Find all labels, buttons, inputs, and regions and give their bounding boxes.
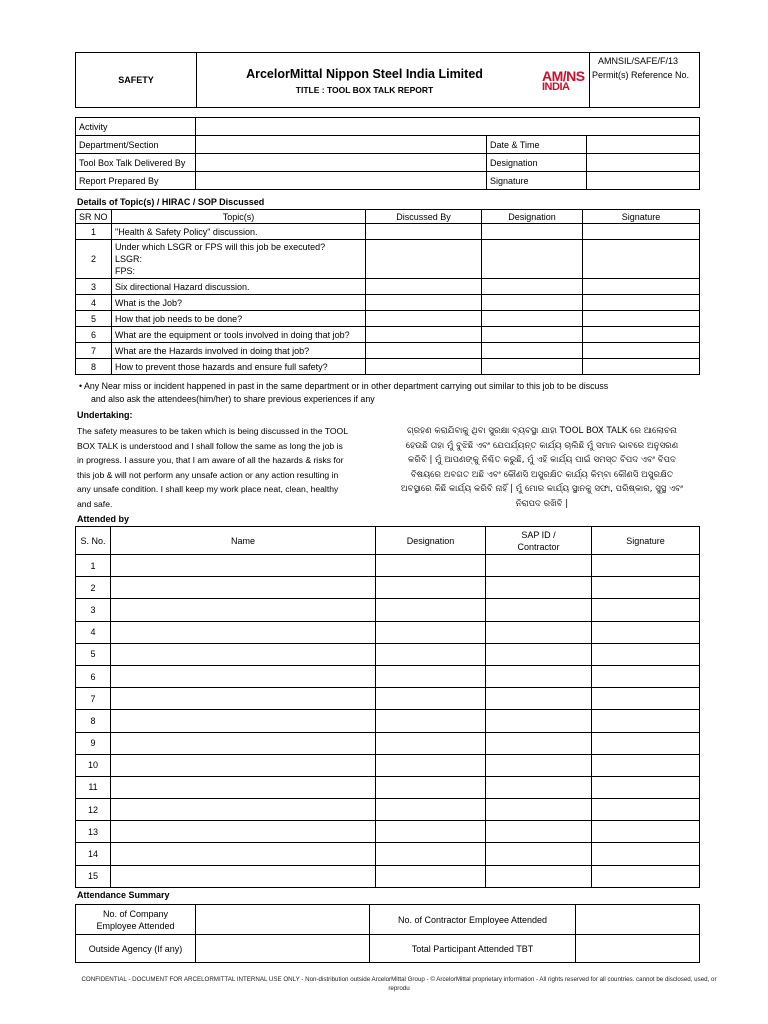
attendee-name-cell[interactable] — [111, 688, 376, 710]
topics-col-topic: Topic(s) — [112, 210, 366, 224]
undertaking-odia-line: ଗ୍ରହଣ କରାଯିବାକୁ ଥିବା ସୁରକ୍ଷା ବ୍ୟବସ୍ଥା ଯାହା TOOL BOX TALK ରେ ଆଲୋଚନା — [406, 426, 677, 436]
topic-discussed-by-cell[interactable] — [366, 240, 482, 279]
attendee-designation-cell[interactable] — [376, 843, 486, 865]
topic-discussed-by-cell[interactable] — [366, 224, 482, 240]
topic-row-no: 3 — [76, 279, 112, 295]
attendance-col-sap-line-2: Contractor — [517, 541, 560, 552]
attendee-signature-cell[interactable] — [592, 621, 700, 643]
attendee-sap-cell[interactable] — [486, 799, 592, 821]
header-ref-cell — [590, 53, 700, 108]
attendee-sap-cell[interactable] — [486, 555, 592, 577]
attendee-sap-cell[interactable] — [486, 754, 592, 776]
topic-row-text: Under which LSGR or FPS will this job be executed? — [115, 242, 326, 252]
outside-agency-label: Outside Agency (If any) — [76, 935, 196, 963]
topic-discussed-by-cell[interactable] — [366, 343, 482, 359]
total-participants-label: Total Participant Attended TBT — [370, 935, 576, 963]
attendance-row — [76, 843, 700, 865]
attendee-signature-cell[interactable] — [592, 754, 700, 776]
attendance-row — [76, 821, 700, 843]
attendee-designation-cell[interactable] — [376, 821, 486, 843]
topic-designation-cell[interactable] — [482, 327, 583, 343]
undertaking-odia-line: କରିବି | ମୁଁ ଆପଣଙ୍କୁ ନିଶ୍ଚିତ କରୁଛି, ମୁଁ ଏହି କାର୍ଯ୍ୟ ପାଇଁ ସମସ୍ତ ବିପଦ ଏବଂ ବିପଦ — [408, 455, 676, 466]
topic-row-text: What are the equipment or tools involved in doing that job? — [112, 327, 366, 343]
attendee-sap-cell[interactable] — [486, 776, 592, 798]
attendee-designation-cell[interactable] — [376, 754, 486, 776]
delivered-by-value[interactable] — [196, 154, 487, 172]
attendee-signature-cell[interactable] — [592, 710, 700, 732]
attendee-name-cell[interactable] — [111, 799, 376, 821]
attendee-sap-cell[interactable] — [486, 710, 592, 732]
undertaking-heading: Undertaking: — [77, 410, 133, 420]
attendance-row-number: 9 — [76, 732, 111, 754]
logo-line-2: INDIA — [542, 81, 570, 93]
topic-row-text: "Health & Safety Policy" discussion. — [112, 224, 366, 240]
designation-value[interactable] — [587, 154, 700, 172]
topic-signature-cell[interactable] — [583, 279, 700, 295]
topic-discussed-by-cell[interactable] — [366, 279, 482, 295]
department-value[interactable] — [196, 136, 487, 154]
undertaking-odia-line: ବିଷୟରେ ଅବଗତ ଅଛି ଏବଂ କୌଣସି ଅସୁରକ୍ଷିତ କାର୍ଯ୍ୟ କିମ୍ବା କୌଣସି ଅସୁରକ୍ଷିତ — [410, 469, 674, 480]
topic-signature-cell[interactable] — [583, 224, 700, 240]
attendee-name-cell[interactable] — [111, 577, 376, 599]
attendee-signature-cell[interactable] — [592, 643, 700, 665]
attendee-signature-cell[interactable] — [592, 865, 700, 887]
total-participants-value[interactable] — [576, 935, 700, 963]
attendance-row-number: 5 — [76, 643, 111, 665]
attendee-signature-cell[interactable] — [592, 732, 700, 754]
topic-row-no: 5 — [76, 311, 112, 327]
attendee-name-cell[interactable] — [111, 665, 376, 687]
attendance-row-number: 12 — [76, 799, 111, 821]
attendance-row-number: 6 — [76, 665, 111, 687]
topic-signature-cell[interactable] — [583, 343, 700, 359]
prepared-by-value[interactable] — [196, 172, 487, 190]
attendance-row-number: 2 — [76, 577, 111, 599]
undertaking-english — [77, 424, 382, 512]
attendee-name-cell[interactable] — [111, 555, 376, 577]
attendance-row — [76, 688, 700, 710]
topic-row-no: 7 — [76, 343, 112, 359]
topic-designation-cell[interactable] — [482, 224, 583, 240]
topic-row-no: 8 — [76, 359, 112, 375]
attendee-sap-cell[interactable] — [486, 643, 592, 665]
contractor-employees-value[interactable] — [576, 905, 700, 935]
topic-row-no: 4 — [76, 295, 112, 311]
attendance-row — [76, 621, 700, 643]
attendance-col-signature: Signature — [592, 527, 700, 555]
attendee-signature-cell[interactable] — [592, 799, 700, 821]
attendee-name-cell[interactable] — [111, 865, 376, 887]
attendance-row — [76, 754, 700, 776]
designation-label: Designation — [487, 154, 587, 172]
attendance-row — [76, 776, 700, 798]
undertaking-english-line: and safe. — [77, 498, 113, 509]
attendee-designation-cell[interactable] — [376, 665, 486, 687]
attendee-sap-cell[interactable] — [486, 821, 592, 843]
topic-signature-cell[interactable] — [583, 311, 700, 327]
company-employees-label-1: No. of Company — [102, 908, 169, 919]
topic-signature-cell[interactable] — [583, 359, 700, 375]
topics-heading: Details of Topic(s) / HIRAC / SOP Discussed — [77, 197, 265, 207]
undertaking-english-line: The safety measures to be taken which is being discussed in the TOOL — [77, 426, 349, 436]
undertaking-english-line: this job & will not perform any unsafe action or any action resulting in — [77, 469, 339, 480]
attendee-sap-cell[interactable] — [486, 843, 592, 865]
prepared-by-label: Report Prepared By — [76, 172, 196, 190]
topic-signature-cell[interactable] — [583, 240, 700, 279]
topic-row-text: What is the Job? — [112, 295, 366, 311]
attendee-designation-cell[interactable] — [376, 710, 486, 732]
topic-row-no: 6 — [76, 327, 112, 343]
department-label: Department/Section — [76, 136, 196, 154]
attended-heading: Attended by — [77, 514, 130, 524]
topic-row-no: 1 — [76, 224, 112, 240]
date-time-label: Date & Time — [487, 136, 587, 154]
delivered-by-label: Tool Box Talk Delivered By — [76, 154, 196, 172]
attendee-designation-cell[interactable] — [376, 643, 486, 665]
attendee-designation-cell[interactable] — [376, 688, 486, 710]
attendee-designation-cell[interactable] — [376, 732, 486, 754]
attendee-signature-cell[interactable] — [592, 599, 700, 621]
topic-discussed-by-cell[interactable] — [366, 327, 482, 343]
date-time-value[interactable] — [587, 136, 700, 154]
attendance-row — [76, 599, 700, 621]
amns-logo — [542, 70, 585, 93]
attendee-designation-cell[interactable] — [376, 799, 486, 821]
topic-designation-cell[interactable] — [482, 295, 583, 311]
attendance-row — [76, 555, 700, 577]
summary-table — [75, 904, 700, 963]
header-section-cell — [76, 53, 197, 108]
attendee-sap-cell[interactable] — [486, 665, 592, 687]
attendee-signature-cell[interactable] — [592, 555, 700, 577]
near-miss-note-line-1: • Any Near miss or incident happened in past in the same department or in other department carrying out similar to this job to be discuss — [79, 381, 609, 391]
activity-label: Activity — [76, 118, 196, 136]
topic-row-text: How that job needs to be done? — [112, 311, 366, 327]
attendee-designation-cell[interactable] — [376, 577, 486, 599]
attendee-sap-cell[interactable] — [486, 732, 592, 754]
near-miss-note-line-2: and also ask the attendees(him/her) to share previous experiences if any — [91, 394, 375, 404]
topic-signature-cell[interactable] — [583, 295, 700, 311]
company-employees-label — [76, 905, 196, 935]
activity-value[interactable] — [196, 118, 700, 136]
attendee-name-cell[interactable] — [111, 754, 376, 776]
header-table — [75, 52, 700, 108]
attendance-col-sno: S. No. — [76, 527, 111, 555]
attendance-row-number: 15 — [76, 865, 111, 887]
header-section: SAFETY — [118, 75, 154, 85]
undertaking-english-line: in progress. I assure you, that I am aware of all the hazards & risks for — [77, 455, 344, 466]
attendee-signature-cell[interactable] — [592, 577, 700, 599]
attendee-signature-cell[interactable] — [592, 776, 700, 798]
outside-agency-value[interactable] — [196, 935, 370, 963]
report-title: TITLE : TOOL BOX TALK REPORT — [295, 85, 434, 95]
attendance-col-designation: Designation — [376, 527, 486, 555]
topic-designation-cell[interactable] — [482, 240, 583, 279]
attendance-col-sap — [486, 527, 592, 555]
company-employees-label-2: Employee Attended — [96, 920, 175, 931]
topic-designation-cell[interactable] — [482, 279, 583, 295]
attendance-row — [76, 577, 700, 599]
topics-col-srno: SR NO — [76, 210, 112, 224]
summary-heading: Attendance Summary — [77, 890, 170, 900]
attendee-designation-cell[interactable] — [376, 599, 486, 621]
topic-lsgr-label: LSGR: — [115, 254, 143, 264]
company-name: ArcelorMittal Nippon Steel India Limited — [246, 67, 483, 81]
attendance-row — [76, 710, 700, 732]
undertaking-odia-line: ହେଉଛି ତାହା ମୁଁ ବୁଝିଛି ଏବଂ ଯେପର୍ଯ୍ୟନ୍ତ କାର୍ଯ୍ୟ ଚାଲିଛି ମୁଁ ସମାନ ଭାବରେ ଅନୁସରଣ — [405, 440, 679, 451]
topic-discussed-by-cell[interactable] — [366, 359, 482, 375]
attendance-row-number: 13 — [76, 821, 111, 843]
attendance-row-number: 1 — [76, 555, 111, 577]
signature-value[interactable] — [587, 172, 700, 190]
attendee-signature-cell[interactable] — [592, 821, 700, 843]
attendee-name-cell[interactable] — [111, 843, 376, 865]
attendee-sap-cell[interactable] — [486, 621, 592, 643]
topic-row-text: How to prevent those hazards and ensure full safety? — [112, 359, 366, 375]
topic-row-text-multi — [112, 240, 366, 279]
attendee-sap-cell[interactable] — [486, 599, 592, 621]
attendance-row-number: 14 — [76, 843, 111, 865]
attendee-designation-cell[interactable] — [376, 555, 486, 577]
attendee-name-cell[interactable] — [111, 776, 376, 798]
near-miss-note — [79, 380, 709, 406]
undertaking-odia-line: ଅବସ୍ଥାରେ କିଛି କାର୍ଯ୍ୟ କରିବି ନାହିଁ | ମୁଁ ମୋର କାର୍ଯ୍ୟ ସ୍ଥାନକୁ ସଫା, ପରିଷ୍କାର, ସୁସ୍ଥ ଏବଂ — [400, 484, 684, 495]
topics-col-designation: Designation — [482, 210, 583, 224]
doc-code: AMNSIL/SAFE/F/13 — [598, 56, 679, 66]
attendee-name-cell[interactable] — [111, 732, 376, 754]
attendance-row-number: 7 — [76, 688, 111, 710]
attendee-name-cell[interactable] — [111, 621, 376, 643]
attendee-signature-cell[interactable] — [592, 843, 700, 865]
topic-designation-cell[interactable] — [482, 343, 583, 359]
topic-fps-label: FPS: — [115, 266, 136, 276]
attendance-row-number: 4 — [76, 621, 111, 643]
logo-line-1: AM/NS — [542, 68, 585, 84]
topic-designation-cell[interactable] — [482, 359, 583, 375]
permit-reference: Permit(s) Reference No. — [592, 70, 690, 80]
company-employees-value[interactable] — [196, 905, 370, 935]
attendance-row — [76, 732, 700, 754]
attendance-col-name: Name — [111, 527, 376, 555]
attendee-signature-cell[interactable] — [592, 665, 700, 687]
attendance-row — [76, 799, 700, 821]
undertaking-english-line: BOX TALK is understood and I shall follow the same as long the job is — [77, 440, 343, 451]
topic-discussed-by-cell[interactable] — [366, 311, 482, 327]
attendee-signature-cell[interactable] — [592, 688, 700, 710]
contractor-employees-label: No. of Contractor Employee Attended — [370, 905, 576, 935]
topic-row-no: 2 — [76, 240, 112, 279]
attendee-designation-cell[interactable] — [376, 621, 486, 643]
undertaking-english-line: any unsafe condition. I shall keep my work place neat, clean, healthy — [77, 484, 339, 495]
attendee-name-cell[interactable] — [111, 599, 376, 621]
topic-row-text: Six directional Hazard discussion. — [112, 279, 366, 295]
attendance-table — [75, 526, 700, 888]
topic-signature-cell[interactable] — [583, 327, 700, 343]
attendance-row-number: 10 — [76, 754, 111, 776]
topics-col-discussed-by: Discussed By — [366, 210, 482, 224]
topics-col-signature: Signature — [583, 210, 700, 224]
attendee-designation-cell[interactable] — [376, 865, 486, 887]
info-table — [75, 117, 700, 190]
topic-designation-cell[interactable] — [482, 311, 583, 327]
undertaking-odia — [386, 424, 698, 512]
attendance-row — [76, 643, 700, 665]
attendee-sap-cell[interactable] — [486, 577, 592, 599]
attendance-row-number: 3 — [76, 599, 111, 621]
attendee-sap-cell[interactable] — [486, 865, 592, 887]
topic-discussed-by-cell[interactable] — [366, 295, 482, 311]
footer-line-2: reprodu — [388, 985, 410, 992]
header-title-cell — [197, 53, 590, 108]
attendance-row-number: 8 — [76, 710, 111, 732]
topic-row-text: What are the Hazards involved in doing that job? — [112, 343, 366, 359]
attendee-designation-cell[interactable] — [376, 776, 486, 798]
topics-table — [75, 209, 700, 375]
signature-label: Signature — [487, 172, 587, 190]
attendee-name-cell[interactable] — [111, 821, 376, 843]
footer-line-1: CONFIDENTIAL - DOCUMENT FOR ARCELORMITTAL INTERNAL USE ONLY - Non-distribution outside ArcelorMittal Group - © ArcelorMittal proprietary information - All rights reserved for all countries. cannot be disclosed, used, or — [81, 976, 717, 983]
attendance-row — [76, 865, 700, 887]
attendance-row-number: 11 — [76, 776, 111, 798]
attendee-name-cell[interactable] — [111, 643, 376, 665]
attendee-sap-cell[interactable] — [486, 688, 592, 710]
attendee-name-cell[interactable] — [111, 710, 376, 732]
attendance-row — [76, 665, 700, 687]
undertaking-odia-line: ନିରାପଦ ରଖିବି | — [515, 498, 569, 509]
confidential-footer — [40, 975, 758, 993]
attendance-col-sap-line-1: SAP ID / — [521, 529, 556, 540]
